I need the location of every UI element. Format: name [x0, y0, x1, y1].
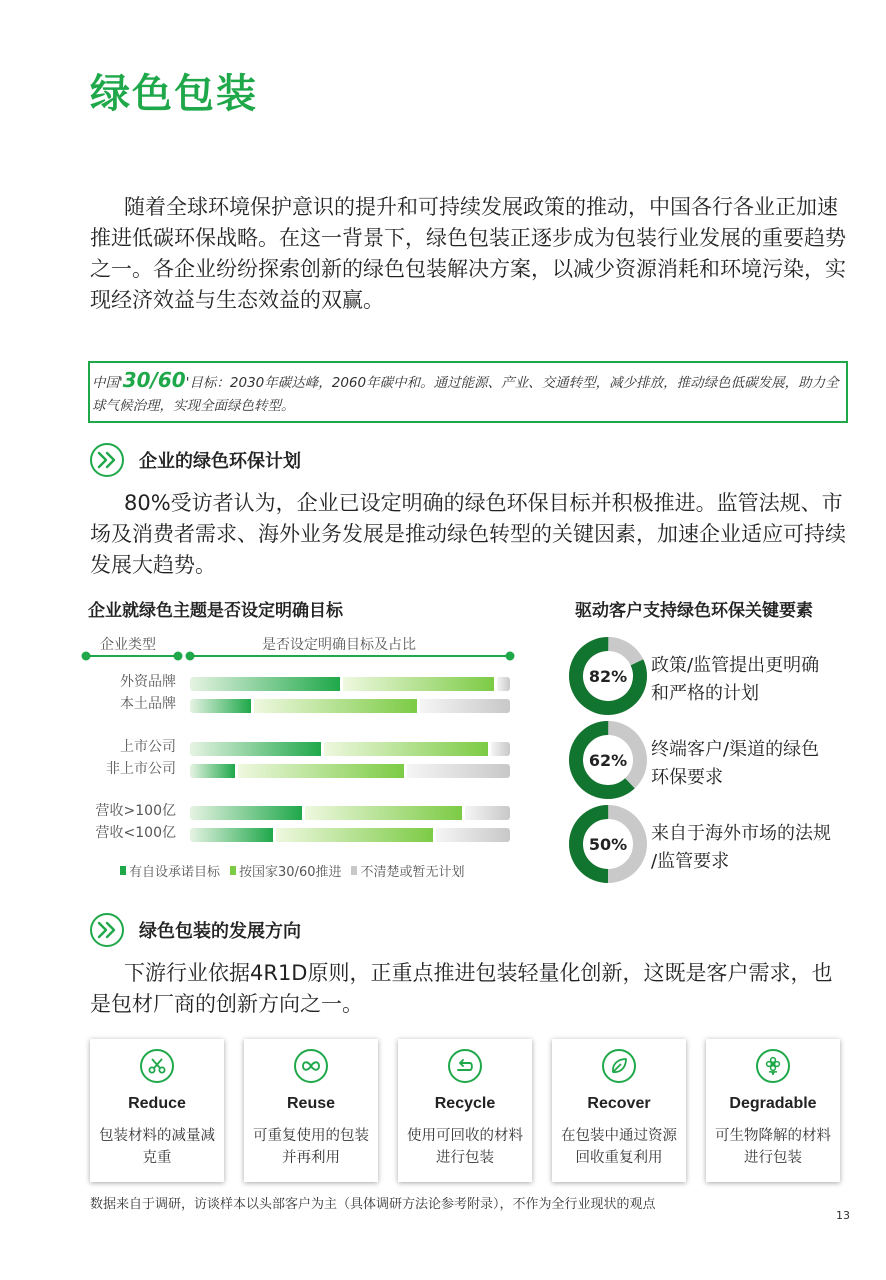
section2-text: 下游行业依据4R1D原则，正重点推进包装轻量化创新，这既是客户需求，也是包材厂商的创新方向之一。: [90, 961, 833, 1016]
card-recycle: [398, 1039, 532, 1182]
card-degradable: [706, 1039, 840, 1182]
legend-item: [120, 861, 220, 880]
bar-chart-header-right: 是否设定明确目标及占比: [262, 637, 416, 653]
legend-item: [230, 861, 341, 880]
donut-description: [651, 736, 819, 792]
bar-segment: [340, 677, 494, 691]
donut-description-line: 来自于海外市场的法规: [651, 823, 831, 844]
bar-segment: [462, 806, 510, 820]
donut-percent-label: 62%: [588, 751, 628, 770]
bar-category-label: 外资品牌: [120, 674, 176, 690]
page-number: 13: [836, 1209, 850, 1222]
scissors-icon: [140, 1049, 174, 1083]
bar-chart-header-rule: [80, 648, 520, 664]
card-description: [244, 1125, 378, 1169]
bar-segment: [251, 699, 417, 713]
donut-chart-title: 驱动客户支持绿色环保关键要素: [575, 601, 813, 621]
donut-description-line: 终端客户/渠道的绿色: [651, 739, 820, 760]
bar-segment: [190, 764, 235, 778]
bar-category-label: 本土品牌: [120, 696, 176, 712]
intro-paragraph: [90, 192, 850, 316]
card-desc-line: 在包装中通过资源: [561, 1128, 677, 1144]
bar-segment: [302, 806, 462, 820]
card-desc-line: 包装材料的减量减: [99, 1128, 215, 1144]
section2-paragraph: [90, 958, 850, 1020]
donut-percent-label: 82%: [588, 667, 628, 686]
donut-description-line: 环保要求: [651, 767, 723, 788]
bar-category-label: 营收<100亿: [95, 825, 176, 841]
bar-segment: [190, 806, 302, 820]
card-title: Degradable: [729, 1095, 817, 1112]
bar-segment: [235, 764, 405, 778]
donut-description: [651, 820, 831, 876]
section-heading-text: 绿色包装的发展方向: [139, 921, 301, 942]
bar-chart-legend: [120, 861, 465, 880]
card-desc-line: 可重复使用的包装: [253, 1128, 369, 1144]
bar-segment: [494, 677, 510, 691]
bar-segment: [190, 828, 273, 842]
bar-track: [190, 806, 510, 820]
card-title: Reuse: [286, 1095, 336, 1112]
infinity-icon: [294, 1049, 328, 1083]
card-desc-line: 并再利用: [282, 1150, 340, 1166]
card-desc-line: 克重: [142, 1150, 172, 1166]
donut-description-line: /监管要求: [651, 851, 730, 872]
bar-track: [190, 677, 510, 691]
card-desc-line: 进行包装: [436, 1150, 494, 1166]
footnote: 数据来自于调研，访谈样本以头部客户为主（具体调研方法论参考附录），不作为全行业现状的观点: [90, 1197, 656, 1212]
card-reuse: [244, 1039, 378, 1182]
card-title: Recover: [587, 1095, 651, 1112]
bar-category-label: 非上市公司: [106, 761, 176, 777]
bar-segment: [190, 699, 251, 713]
double-chevron-icon: [90, 913, 124, 947]
donut-chart: [568, 636, 648, 716]
section-heading-text: 企业的绿色环保计划: [139, 451, 301, 472]
card-reduce: [90, 1039, 224, 1182]
intro-text: 随着全球环境保护意识的提升和可持续发展政策的推动，中国各行各业正加速推进低碳环保战略。在这一背景下，绿色包装正逐步成为包装行业发展的重要趋势之一。各企业纷纷探索创新的绿色包装解决方案，以减少资源消耗和环境污染，实现经济效益与生态效益的双赢。: [90, 195, 846, 312]
carbon-goal-callout: [88, 361, 848, 423]
card-desc-line: 进行包装: [744, 1150, 802, 1166]
bar-segment: [321, 742, 487, 756]
card-recover: [552, 1039, 686, 1182]
bar-segment: [190, 677, 340, 691]
return-arrow-icon: [448, 1049, 482, 1083]
bar-category-label: 营收>100亿: [95, 803, 176, 819]
bar-segment: [488, 742, 510, 756]
donut-description-line: 政策/监管提出更明确: [651, 655, 820, 676]
bar-segment: [417, 699, 510, 713]
card-description: [398, 1125, 532, 1169]
bar-segment: [433, 828, 510, 842]
section-heading-plan: [90, 442, 301, 478]
card-desc-line: 回收重复利用: [575, 1150, 663, 1166]
bar-segment: [273, 828, 433, 842]
card-description: [706, 1125, 840, 1169]
section-heading-direction: [90, 912, 301, 948]
bar-chart-header-left: 企业类型: [100, 637, 156, 653]
bar-track: [190, 764, 510, 778]
bar-category-label: 上市公司: [120, 739, 176, 755]
page-title: 绿色包装: [90, 71, 258, 117]
legend-label: 不清楚或暂无计划: [360, 865, 465, 880]
card-description: [552, 1125, 686, 1169]
callout-highlight: 30/60: [122, 368, 186, 392]
card-title: Recycle: [434, 1095, 496, 1112]
double-chevron-icon: [90, 443, 124, 477]
donut-chart: [568, 804, 648, 884]
card-description: [90, 1125, 224, 1169]
donut-percent-label: 50%: [588, 835, 628, 854]
card-desc-line: 使用可回收的材料: [407, 1128, 523, 1144]
donut-description: [651, 652, 819, 708]
legend-item: [351, 861, 464, 880]
donut-description-line: 和严格的计划: [651, 683, 759, 704]
card-desc-line: 可生物降解的材料: [715, 1128, 831, 1144]
section1-paragraph: [90, 488, 850, 581]
callout-prefix: 中国': [92, 375, 123, 391]
bar-segment: [404, 764, 510, 778]
callout-text: '目标：2030年碳达峰，2060年碳中和。通过能源、产业、交通转型，减少排放，推动绿色低碳发展，助力全球气候治理，实现全面绿色转型。: [92, 375, 839, 414]
bar-chart-title: 企业就绿色主题是否设定明确目标: [88, 601, 343, 621]
bar-track: [190, 699, 510, 713]
bar-track: [190, 828, 510, 842]
bar-segment: [190, 742, 321, 756]
donut-chart: [568, 720, 648, 800]
section1-text: 80%受访者认为，企业已设定明确的绿色环保目标并积极推进。监管法规、市场及消费者需求、海外业务发展是推动绿色转型的关键因素，加速企业适应可持续发展大趋势。: [90, 491, 846, 577]
bar-track: [190, 742, 510, 756]
legend-label: 有自设承诺目标: [129, 865, 221, 880]
legend-label: 按国家30/60推进: [239, 865, 342, 880]
card-title: Reduce: [128, 1095, 186, 1112]
leaf-icon: [602, 1049, 636, 1083]
flower-icon: [756, 1049, 790, 1083]
